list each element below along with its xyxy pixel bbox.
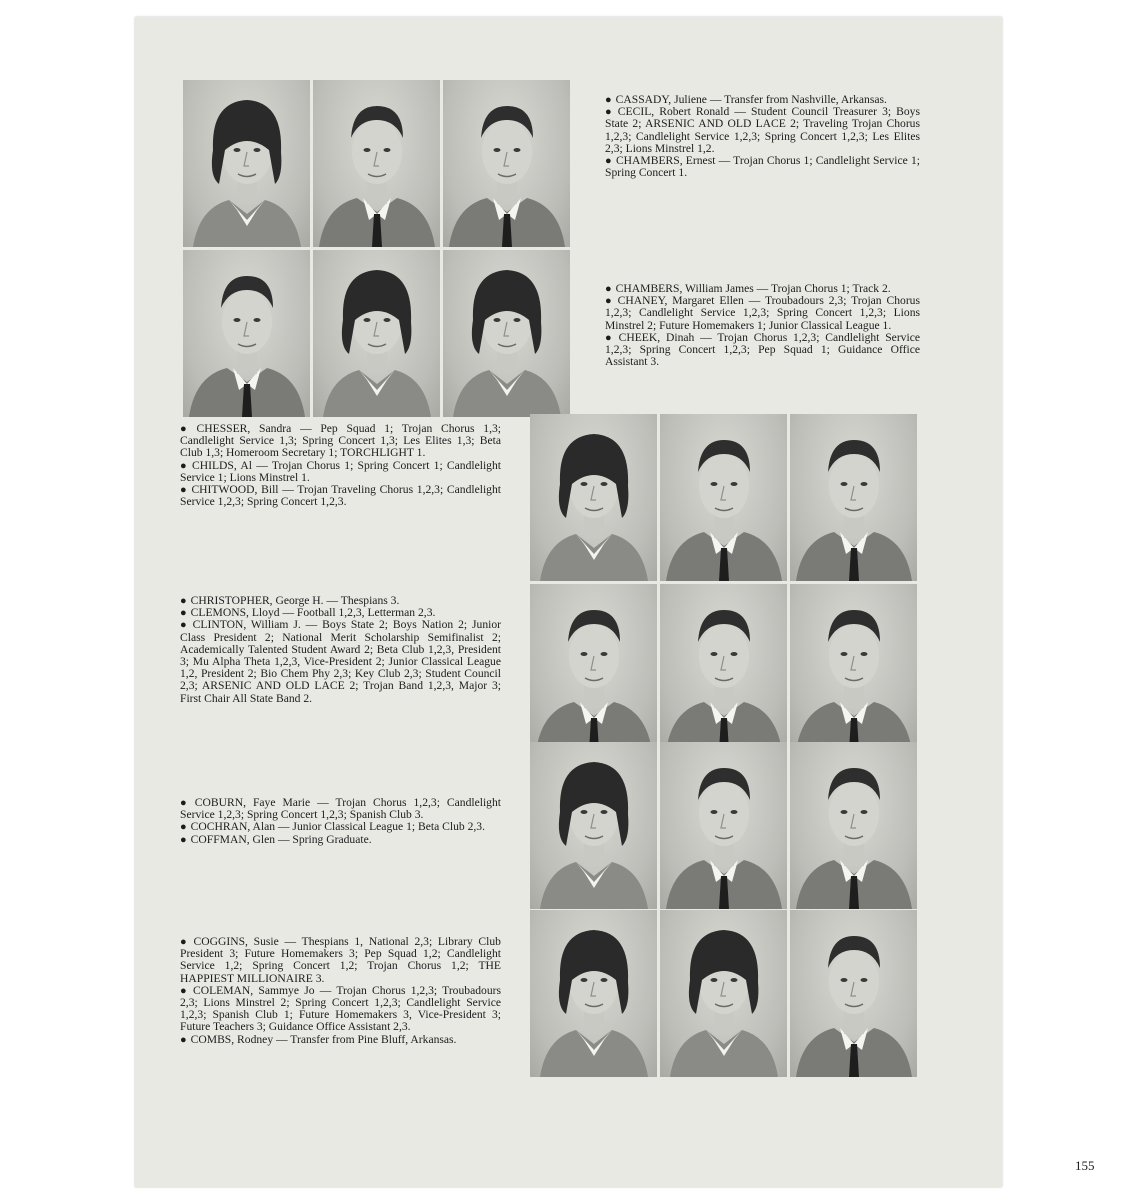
bio-entry: ● CHITWOOD, Bill — Trojan Traveling Chorus 1,2,3; Candlelight Service 1,2,3; Spring Concert 1,2,3.: [180, 483, 501, 509]
bio-block: [180, 936, 501, 1046]
portrait-photo: [313, 250, 440, 417]
portrait-photo: [530, 414, 657, 581]
bio-entry: ● CASSADY, Juliene — Transfer from Nashville, Arkansas.: [605, 93, 887, 106]
bio-entry: ● CHILDS, Al — Trojan Chorus 1; Spring Concert 1; Candlelight Service 1; Lions Minstrel 1.: [180, 458, 502, 484]
portrait-photo: [443, 250, 570, 417]
bio-entry: ● COMBS, Rodney — Transfer from Pine Bluff, Arkansas.: [180, 1032, 457, 1046]
portrait-photo: [183, 250, 310, 417]
portrait-photo: [183, 80, 310, 247]
bio-entry: ● COCHRAN, Alan — Junior Classical League 1; Beta Club 2,3.: [180, 820, 485, 834]
portrait-photo: [790, 910, 917, 1077]
bio-block: [180, 423, 501, 508]
portrait-photo: [443, 80, 570, 247]
bio-block: [180, 797, 501, 846]
bio-entry: ● CHANEY, Margaret Ellen — Troubadours 2,3; Trojan Chorus 1,2,3; Candlelight Service 1,2,3; Spring Concert 1,2,3; Lions Minstrel 2; Future Homemakers 1; Junior Classical League 1.: [605, 294, 920, 332]
bio-block: [605, 283, 920, 368]
bio-entry: ● CECIL, Robert Ronald — Student Council Treasurer 3; Boys State 2; ARSENIC AND OLD LACE 2; Traveling Trojan Chorus 1,2,3; Candlelight Service 1,2,3; Spring Concert 1,2,3; Les Elites 2,3; Lions Minstrel 1,2.: [605, 105, 920, 155]
bio-entry: ● CHAMBERS, William James — Trojan Chorus 1; Track 2.: [605, 282, 891, 295]
portrait-photo: [660, 584, 787, 751]
portrait-photo: [790, 584, 917, 751]
bio-entry: ● CLEMONS, Lloyd — Football 1,2,3, Letterman 2,3.: [180, 606, 436, 620]
bio-block: [605, 94, 920, 179]
bio-block: [180, 595, 501, 705]
bio-entry: ● CHRISTOPHER, George H. — Thespians 3.: [180, 594, 400, 607]
bio-entry: ● COGGINS, Susie — Thespians 1, National 2,3; Library Club President 3; Future Homemakers 3; Pep Squad 1,2; Candlelight Service 1,2; Spring Concert 1,2; Trojan Chorus 1,2; THE HAPPIEST MILLIONAIRE 3.: [180, 935, 501, 985]
portrait-photo: [530, 910, 657, 1077]
bio-entry: ● CHESSER, Sandra — Pep Squad 1; Trojan Chorus 1,3; Candlelight Service 1,3; Spring Concert 1,3; Les Elites 1,3; Beta Club 1,3; Homeroom Secretary 1; TORCHLIGHT 1.: [180, 422, 501, 460]
bio-entry: ● CHEEK, Dinah — Trojan Chorus 1,2,3; Candlelight Service 1,2,3; Spring Concert 1,2,3; Pep Squad 1; Guidance Office Assistant 3.: [605, 330, 920, 369]
portrait-photo: [790, 742, 917, 909]
portrait-photo: [790, 414, 917, 581]
portrait-photo: [660, 910, 787, 1077]
portrait-photo: [660, 742, 787, 909]
portrait-photo: [530, 584, 657, 751]
portrait-photo: [530, 742, 657, 909]
yearbook-page: [135, 17, 1095, 1187]
page-number: 155: [1075, 1158, 1095, 1173]
bio-entry: ● COBURN, Faye Marie — Trojan Chorus 1,2,3; Candlelight Service 1,2,3; Spring Concert 1,2,3; Spanish Club 3.: [180, 796, 501, 822]
bio-entry: ● CLINTON, William J. — Boys State 2; Boys Nation 2; Junior Class President 2; National Merit Scholarship Semifinalist 2; Academically Talented Student Award 2; Beta Club 1,2,3, President 3; Mu Alpha Theta 1,2,3, Vice-President 2; Junior Classical League 1,2, President 2; Bio Chem Phy 2,3; Key Club 2,3; Student Council 2,3; ARSENIC AND OLD LACE 2; Trojan Band 1,2,3, Major 3; First Chair All State Band 2.: [180, 618, 501, 705]
bio-entry: ● COLEMAN, Sammye Jo — Trojan Chorus 1,2,3; Troubadours 2,3; Lions Minstrel 2; Spring Concert 1,2,3; Candlelight Service 1,2,3; Spanish Club 1; Future Homemakers 3, Vice-President 3; Future Teachers 3; Guidance Office Assistant 2,3.: [180, 983, 501, 1034]
bio-entry: ● CHAMBERS, Ernest — Trojan Chorus 1; Candlelight Service 1; Spring Concert 1.: [605, 154, 920, 180]
bio-entry: ● COFFMAN, Glen — Spring Graduate.: [180, 832, 372, 846]
portrait-photo: [313, 80, 440, 247]
portrait-photo: [660, 414, 787, 581]
